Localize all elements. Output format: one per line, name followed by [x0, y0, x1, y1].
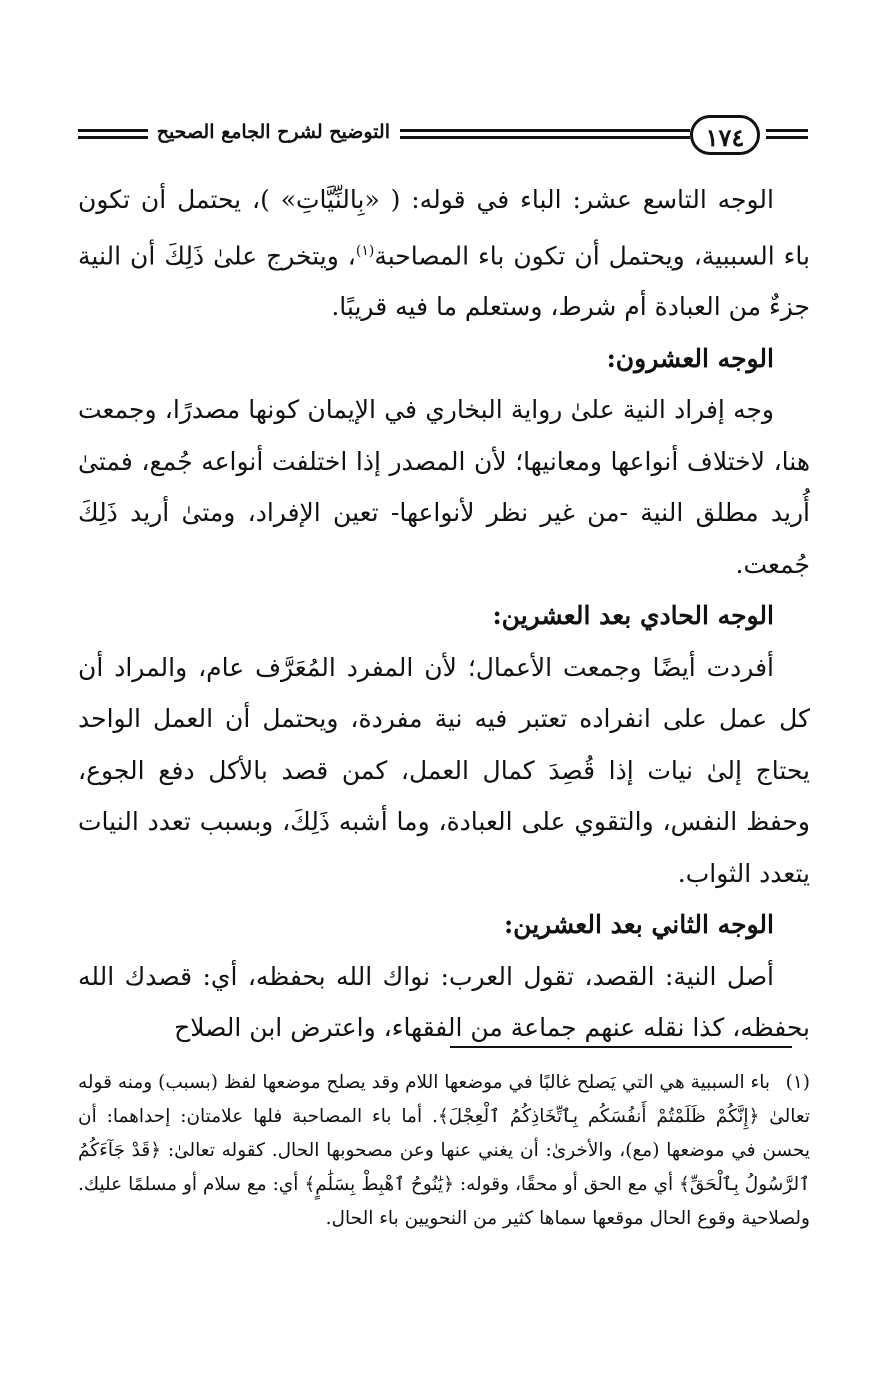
paragraph-20th-aspect: وجه إفراد النية علىٰ رواية البخاري في الإيمان كونها مصدرًا، وجمعت هنا، لاختلاف أنواعها ومعانيها؛ لأن المصدر إذا اختلفت أنواعه جُمع، فمتىٰ أُريد مطلق النية -من غير نظر لأنواعها- تعين الإفراد، ومتىٰ أريد ذَلِكَ جُمعت.: [78, 395, 810, 579]
section-heading-21st: الوجه الحادي بعد العشرين:: [492, 601, 774, 631]
header-rule-left: [78, 129, 148, 143]
main-text: [78, 174, 810, 1054]
footnote-separator: [450, 1046, 792, 1048]
footnotes: [78, 1066, 810, 1236]
header-rule-right: [766, 129, 808, 143]
page-header: [78, 115, 808, 161]
footnote-text: باء السببية هي التي يَصلح غالبًا في موضعها اللام وقد يصلح موضعها لفظ (بسبب) ومنه قوله تعالىٰ ﴿إِنَّكُمْ ظَلَمْتُمْ أَنفُسَكُم بِٱتِّخَاذِكُمُ ٱلْعِجْلَ﴾. أما باء المصاحبة فلها علامتان: إحداهما: أن يحسن في موضعها (مع)، والأخرىٰ: أن يغني عنها وعن مصحوبها الحال. كقوله تعالىٰ: ﴿قَدْ جَآءَكُمُ ٱلرَّسُولُ بِٱلْحَقِّ﴾ أي مع الحق أو محقًا، وقوله: ﴿يَٰنُوحُ ٱهْبِطْ بِسَلَٰمٍ﴾ أي: مع سلام أو مسلمًا عليك. ولصلاحية وقوع الحال موقعها سماها كثير من النحويين باء الحال.: [78, 1072, 810, 1229]
footnote-reference: (١): [355, 242, 375, 259]
paragraph-text: الوجه التاسع عشر: الباء في قوله: ( «بِالنِّيَّاتِ» )، يحتمل أن تكون باء السببية، ويحتمل أن تكون باء المصاحبة: [78, 185, 811, 270]
running-title: التوضيح لشرح الجامع الصحيح: [156, 121, 390, 143]
footnote-1: [78, 1066, 810, 1236]
paragraph-22nd-aspect: أصل النية: القصد، تقول العرب: نواك الله بحفظه، أي: قصدك الله بحفظه، كذا نقله عنهم جماعة من الفقهاء، واعترض ابن الصلاح: [78, 961, 810, 1043]
page-number: ١٧٤: [690, 115, 760, 155]
paragraph-text-continued: ، ويتخرج علىٰ ذَلِكَ أن النية جزءٌ من العبادة أم شرط، وستعلم ما فيه قريبًا.: [78, 240, 810, 322]
paragraph-21st-aspect: أفردت أيضًا وجمعت الأعمال؛ لأن المفرد المُعَرَّف عام، والمراد أن كل عمل على انفراده تعتبر فيه نية مفردة، ويحتمل أن العمل الواحد يحتاج إلىٰ نيات إذا قُصِدَ كمال العمل، كمن قصد بالأكل دفع الجوع، وحفظ النفس، والتقوي على العبادة، وما أشبه ذَلِكَ، وبسبب تعدد النيات يتعدد الثواب.: [78, 652, 810, 888]
footnote-marker: (١): [785, 1072, 810, 1093]
paragraph-19th-aspect: [78, 174, 810, 333]
section-heading-20th: الوجه العشرون:: [606, 343, 774, 373]
section-heading-22nd: الوجه الثاني بعد العشرين:: [503, 910, 774, 940]
header-rule-middle: [400, 129, 690, 143]
